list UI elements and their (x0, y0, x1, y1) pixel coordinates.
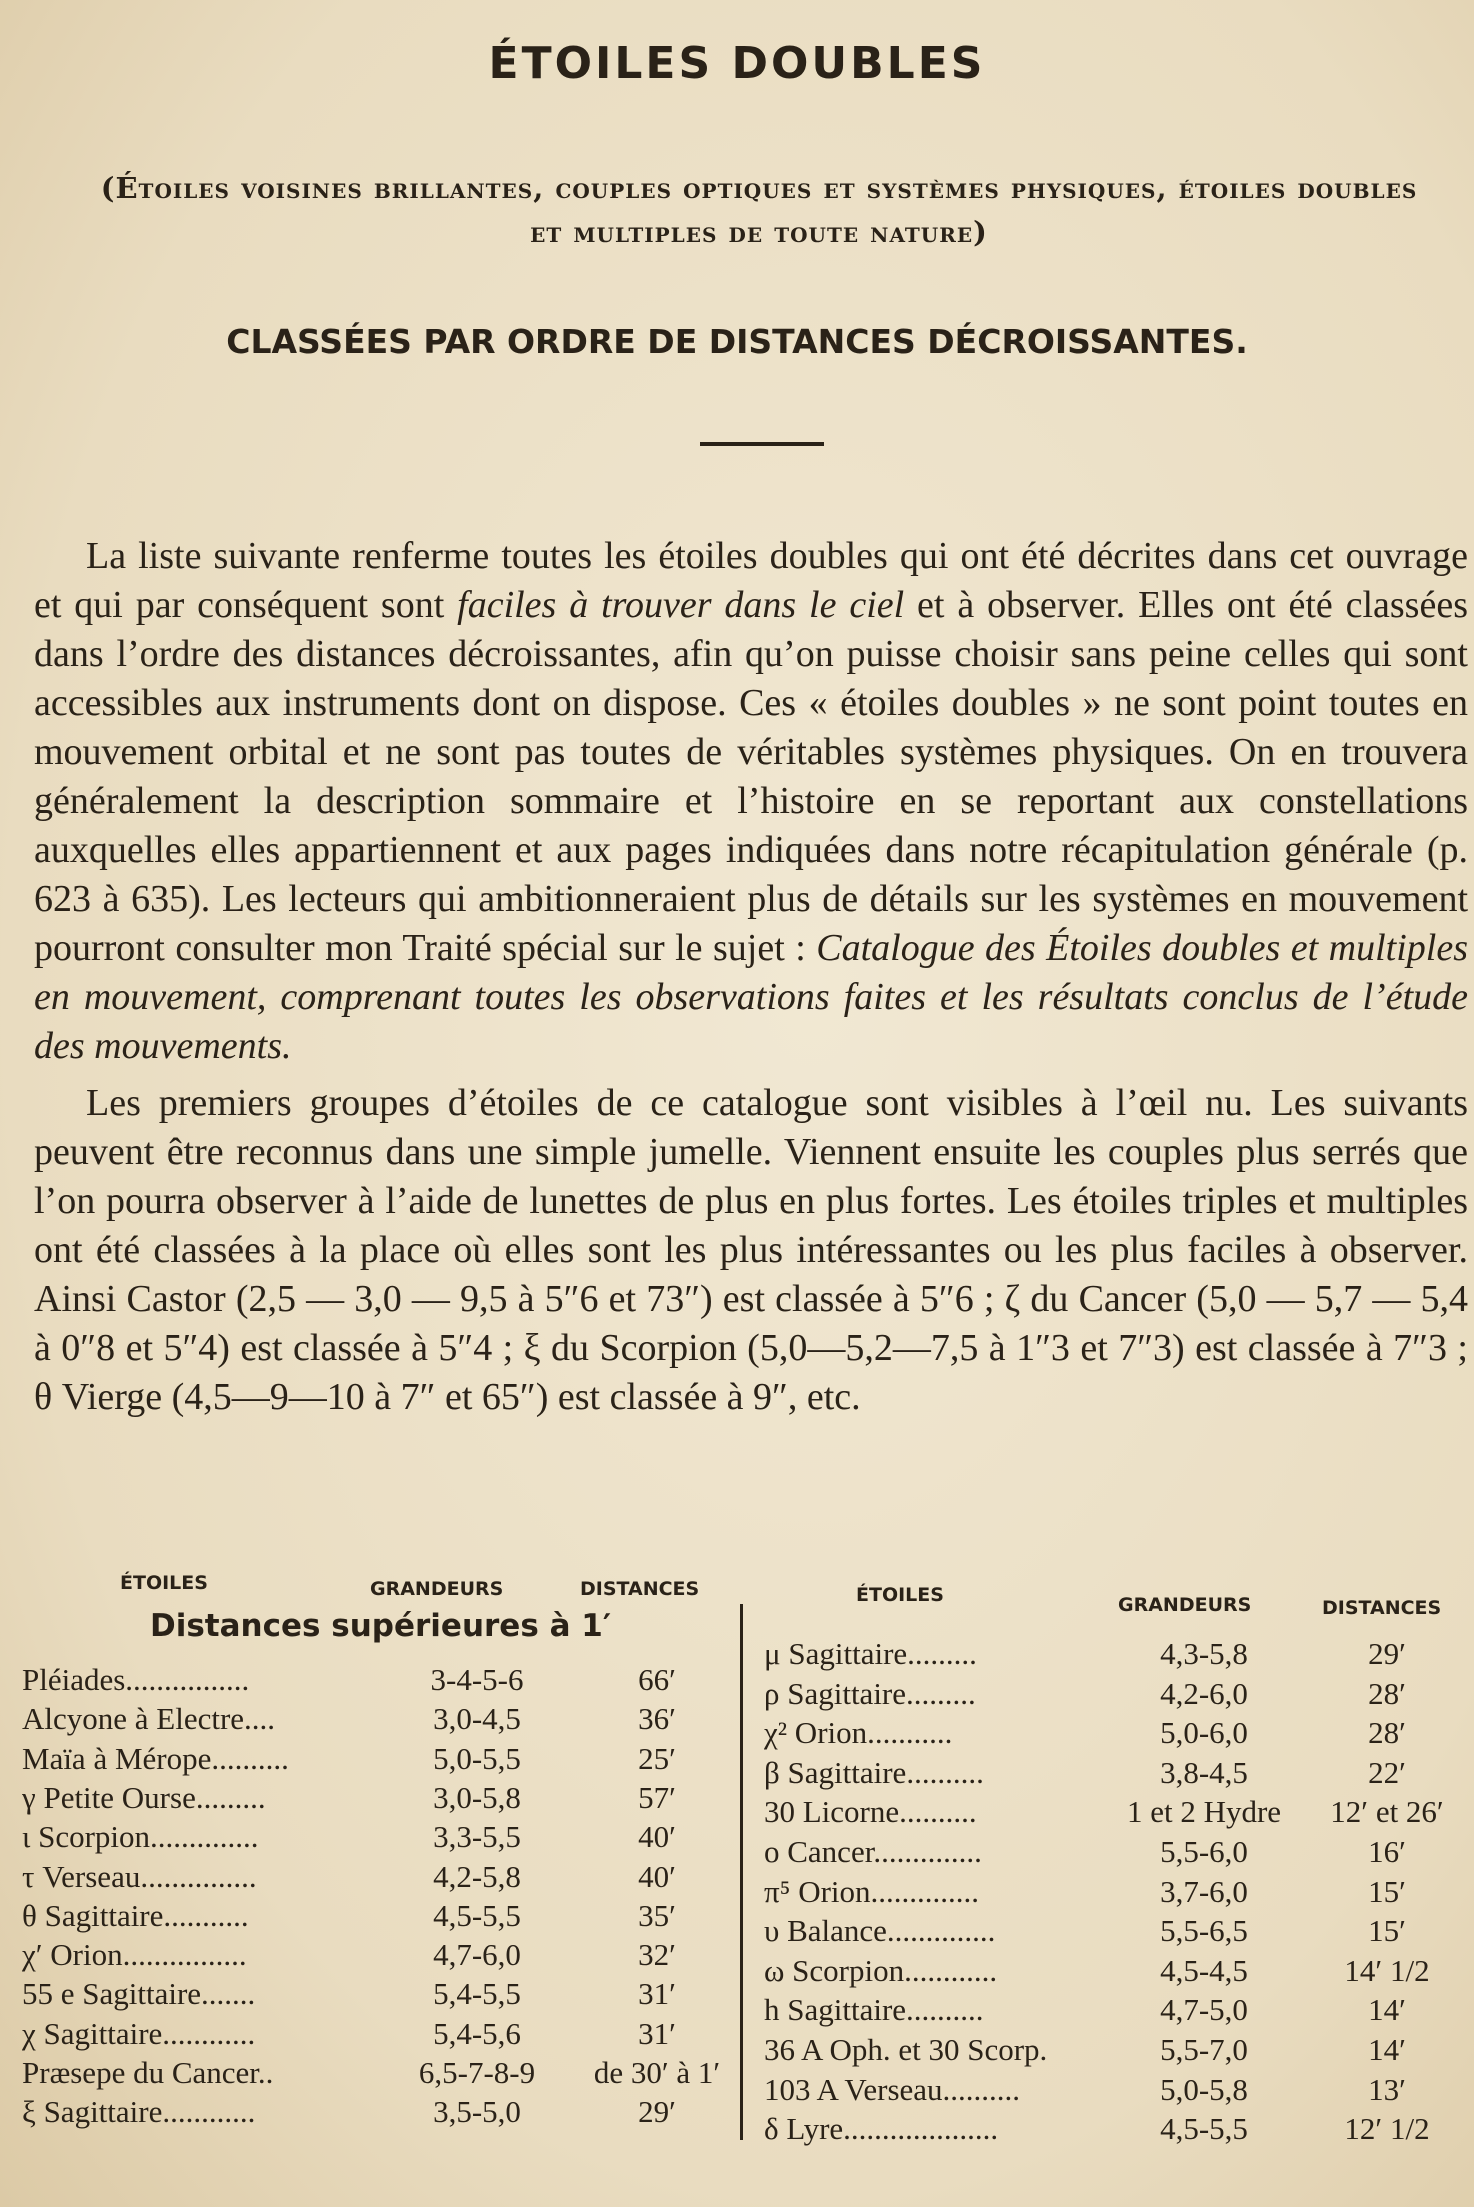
star-name: τ Verseau............... (22, 1858, 257, 1894)
table-row (764, 2109, 1464, 2149)
divider-rule (700, 442, 824, 446)
star-distance: 29′ (638, 2094, 676, 2130)
column-divider (740, 1604, 743, 2140)
star-magnitudes: 5,0-5,8 (1160, 2071, 1248, 2107)
star-name: χ² Orion........... (764, 1715, 953, 1751)
table-row (22, 2053, 722, 2093)
star-distance: 15′ (1368, 1913, 1406, 1949)
section-heading: CLASSÉES PAR ORDRE DE DISTANCES DÉCROISSANTES. (226, 322, 1248, 361)
star-magnitudes: 5,5-6,0 (1160, 1834, 1248, 1869)
paragraph-1-text-a: La liste suivante renferme toutes les étoiles doubles qui ont été décrites dans cet ouvrage et qui par conséquent sont (34, 535, 1468, 626)
table-row (764, 1753, 1464, 1793)
star-distance: 12′ 1/2 (1344, 2111, 1430, 2147)
table-row (22, 1660, 722, 1700)
star-name: Præsepe du Cancer.. (22, 2055, 274, 2090)
star-name: ω Scorpion............ (764, 1952, 998, 1988)
star-distance: 28′ (1368, 1675, 1406, 1711)
star-name: Alcyone à Electre.... (22, 1701, 276, 1737)
star-name: θ Sagittaire........... (22, 1897, 249, 1933)
star-name: ξ Sagittaire............ (22, 2094, 256, 2130)
subtitle (44, 166, 1474, 254)
star-magnitudes: 3,7-6,0 (1160, 1873, 1248, 1909)
table-row (22, 1974, 722, 2014)
intro-text (34, 532, 1468, 1422)
table-row (764, 1911, 1464, 1951)
table-row (764, 2030, 1464, 2070)
star-name: ο Cancer.............. (764, 1834, 982, 1869)
star-magnitudes: 5,0-5,5 (433, 1740, 521, 1776)
table-row (764, 1713, 1464, 1753)
paragraph-2: Les premiers groupes d’étoiles de ce catalogue sont visibles à l’œil nu. Les suivants peuvent être reconnus dans une simple jumelle. Viennent ensuite les couples plus serrés que l’on pourra observer à l’aide de lunettes de plus en plus fortes. Les étoiles triples et multiples ont été classées à la place où elles sont les plus intéressantes ou les plus faciles à observer. Ainsi Castor (2,5 — 3,0 — 9,5 à 5″6 et 73″) est classée à 5″6 ; ζ du Cancer (5,0 — 5,7 — 5,4 à 0″8 et 5″4) est classée à 5″4 ; ξ du Scorpion (5,0—5,2—7,5 à 1″3 et 7″3) est classée à 7″3 ; θ Vierge (4,5—9—10 à 7″ et 65″) est classée à 9″, etc. (34, 1082, 1468, 1418)
table-row (22, 1699, 722, 1739)
star-magnitudes: 4,7-5,0 (1160, 1992, 1248, 2028)
star-magnitudes: 4,5-5,5 (433, 1897, 521, 1933)
star-distance: 15′ (1368, 1873, 1406, 1909)
table-row (22, 2092, 722, 2132)
star-name: 55 e Sagittaire....... (22, 1976, 256, 2012)
table-row (764, 2070, 1464, 2110)
star-magnitudes: 4,2-6,0 (1160, 1675, 1248, 1711)
star-distance: 22′ (1368, 1754, 1406, 1790)
star-magnitudes: 3,0-4,5 (433, 1701, 521, 1737)
paragraph-1-italic-b: Catalogue des Étoiles doubles et multiples en mouvement, comprenant toutes les observations faites et les résultats conclus de l’étude des mouvements. (34, 927, 1469, 1067)
star-magnitudes: 4,3-5,8 (1160, 1636, 1248, 1671)
star-name: Pléiades................ (22, 1662, 250, 1697)
right-header-distances: DISTANCES (1322, 1597, 1442, 1619)
star-magnitudes: 5,4-5,6 (433, 2015, 521, 2051)
star-magnitudes: 3,3-5,5 (433, 1819, 521, 1855)
star-distance: 14′ (1368, 1992, 1406, 2028)
star-name: h Sagittaire.......... (764, 1992, 984, 2028)
table-row (764, 1634, 1464, 1674)
star-name: χ Sagittaire............ (22, 2015, 256, 2051)
paragraph-1-italic-a: faciles à trouver dans le ciel (457, 584, 905, 626)
star-distance: 40′ (638, 1819, 676, 1855)
star-distance: 36′ (638, 1701, 676, 1737)
star-distance: 31′ (638, 1976, 676, 2012)
table-row (22, 1817, 722, 1857)
star-name: υ Balance.............. (764, 1913, 996, 1949)
table-row (22, 1857, 722, 1897)
star-name: ρ Sagittaire......... (764, 1675, 976, 1711)
subtitle-line-1: (Étoiles voisines brillantes, couples optiques et systèmes physiques, étoiles doubles (100, 171, 1418, 205)
star-distance: 25′ (638, 1740, 676, 1776)
star-magnitudes: 3-4-5-6 (430, 1662, 524, 1697)
table-row (764, 1792, 1464, 1832)
table-row (22, 1935, 722, 1975)
star-distance: 29′ (1368, 1636, 1406, 1671)
star-name: π⁵ Orion.............. (764, 1873, 980, 1909)
star-distance: 12′ et 26′ (1330, 1794, 1444, 1830)
star-name: δ Lyre.................... (764, 2111, 999, 2147)
right-header-magnitudes: GRANDEURS (1118, 1594, 1252, 1616)
star-name: γ Petite Ourse......... (22, 1779, 266, 1815)
table-row (764, 1990, 1464, 2030)
star-name: 36 A Oph. et 30 Scorp. (764, 2032, 1048, 2067)
table-row (22, 2014, 722, 2054)
star-name: β Sagittaire.......... (764, 1754, 984, 1790)
star-magnitudes: 3,0-5,8 (433, 1779, 521, 1815)
star-distance: 57′ (638, 1779, 676, 1815)
star-distance: 66′ (638, 1662, 676, 1697)
subtitle-line-2: et multiples de toute nature) (530, 215, 988, 249)
page-title: ÉTOILES DOUBLES (488, 38, 986, 89)
table-row (22, 1778, 722, 1818)
star-magnitudes: 5,0-6,0 (1160, 1715, 1248, 1751)
star-distance: 31′ (638, 2015, 676, 2051)
star-magnitudes: 1 et 2 Hydre (1126, 1794, 1282, 1830)
table-row (764, 1951, 1464, 1991)
star-distance: de 30′ à 1′ (593, 2055, 721, 2090)
star-distance: 35′ (638, 1897, 676, 1933)
star-magnitudes: 4,2-5,8 (433, 1858, 521, 1894)
star-distance: 40′ (638, 1858, 676, 1894)
star-distance: 14′ 1/2 (1344, 1952, 1430, 1988)
star-magnitudes: 6,5-7-8-9 (418, 2055, 536, 2090)
star-magnitudes: 4,5-4,5 (1160, 1952, 1248, 1988)
paragraph-1 (34, 532, 1468, 1071)
table-row (22, 1896, 722, 1936)
star-magnitudes: 4,7-6,0 (433, 1937, 521, 1973)
table-row (764, 1674, 1464, 1714)
star-name: ι Scorpion.............. (22, 1819, 259, 1855)
star-distance: 13′ (1368, 2071, 1406, 2107)
star-distance: 28′ (1368, 1715, 1406, 1751)
star-name: Maïa à Mérope.......... (22, 1740, 289, 1776)
left-header-distances: DISTANCES (580, 1578, 700, 1600)
table-section-title: Distances supérieures à 1′ (150, 1608, 612, 1644)
star-name: 103 A Verseau.......... (764, 2071, 1021, 2107)
star-magnitudes: 3,5-5,0 (433, 2094, 521, 2130)
star-magnitudes: 4,5-5,5 (1160, 2111, 1248, 2147)
left-header-magnitudes: GRANDEURS (370, 1578, 504, 1600)
star-name: μ Sagittaire......... (764, 1636, 977, 1671)
table-row (764, 1832, 1464, 1872)
star-distance: 32′ (638, 1937, 676, 1973)
star-name: χ′ Orion................ (22, 1937, 247, 1973)
star-magnitudes: 3,8-4,5 (1160, 1754, 1248, 1790)
star-name: 30 Licorne.......... (764, 1794, 977, 1830)
star-magnitudes: 5,4-5,5 (433, 1976, 521, 2012)
star-magnitudes: 5,5-6,5 (1160, 1913, 1248, 1949)
table-row (764, 1872, 1464, 1912)
star-distance: 16′ (1368, 1834, 1406, 1869)
left-header-stars: ÉTOILES (120, 1572, 208, 1594)
right-header-stars: ÉTOILES (856, 1584, 944, 1606)
paragraph-1-text-b: et à observer. Elles ont été classées dans l’ordre des distances décroissantes, afin qu’on puisse choisir sans peine celles qui sont accessibles aux instruments dont on dispose. Ces « étoiles doubles » ne sont point toutes en mouvement orbital et ne sont pas toutes de véritables systèmes physiques. On en trouvera généralement la description sommaire et l’histoire en se reportant aux constellations auxquelles elles appartiennent et aux pages indiquées dans notre récapitulation générale (p. 623 à 635). Les lecteurs qui ambitionneraient plus de détails sur les systèmes en mouvement pourront consulter mon Traité spécial sur le sujet : (34, 584, 1468, 969)
table-row (22, 1739, 722, 1779)
star-distance: 14′ (1368, 2032, 1406, 2067)
star-magnitudes: 5,5-7,0 (1160, 2032, 1248, 2067)
